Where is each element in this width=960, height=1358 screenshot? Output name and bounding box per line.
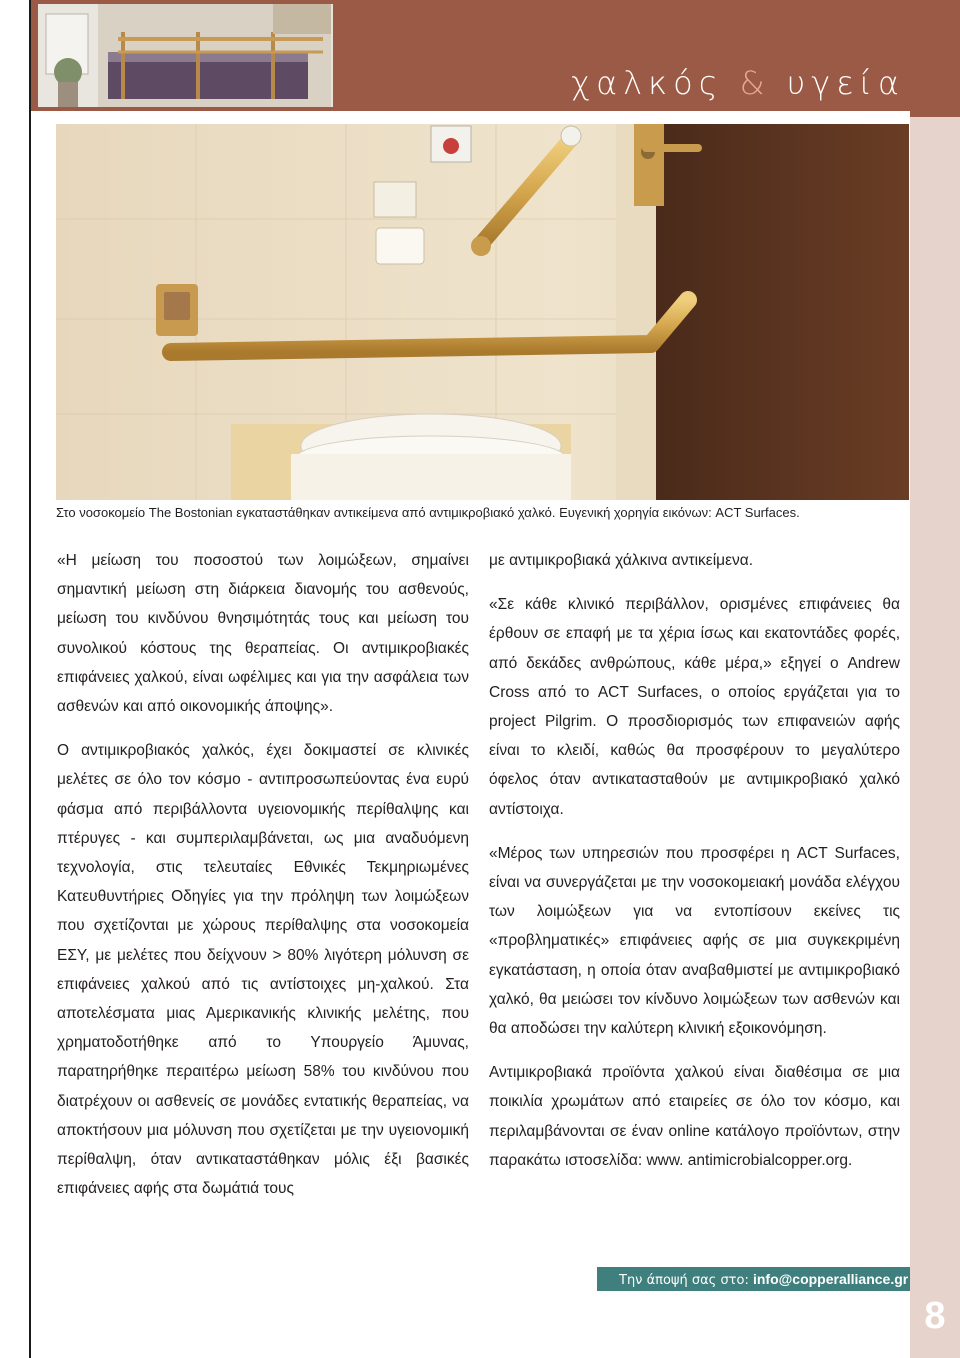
right-decorative-strip: [910, 111, 960, 1358]
feedback-label: Την άποψή σας στο:: [619, 1273, 753, 1288]
right-paragraph-3: Αντιμικροβιακά προϊόντα χαλκού είναι διαθέσιμα σε μια ποικιλία χρωμάτων από εταιρείες σε όλο τον κόσμο, και περιλαμβάνονται σε έναν online κατάλογο προϊόντων, στην παρακάτω ιστοσελίδα: www. antimicrobialcopper.org.: [489, 1064, 900, 1169]
left-paragraph-1: «Η μείωση του ποσοστού των λοιμώξεων, σημαίνει σημαντική μείωση στη διάρκεια διανομής του ασθενούς, μείωση του κινδύνου θνησιμότητάς τους και μείωση του συνολικού κόστους της θεραπείας. Οι αντιμικροβιακές επιφάνειες χαλκού, είναι ωφέλιμες και για την ασφάλεια των ασθενών και από οικονομικής άποψης».: [57, 552, 469, 716]
page-number: 8: [924, 1295, 946, 1337]
section-title-text: χαλκός: [571, 64, 740, 102]
right-strip-accent: [910, 111, 960, 117]
feedback-email-link[interactable]: info@copperalliance.gr: [752, 1271, 909, 1287]
right-text-column: [489, 546, 900, 1190]
feedback-footer-bar: [597, 1267, 910, 1291]
section-title: [571, 64, 905, 102]
photo-caption: Στο νοσοκομείο The Bostonian εγκαταστάθηκαν αντικείμενα από αντιμικροβιακό χαλκό. Ευγενική χορηγία εικόνων: ACT Surfaces.: [56, 505, 800, 520]
bathroom-photo: [56, 124, 909, 500]
header-thumbnail-image: [38, 4, 333, 107]
section-title-ampersand: &: [739, 64, 771, 102]
left-margin-rule: [29, 0, 31, 1358]
right-paragraph-0: με αντιμικροβιακά χάλκινα αντικείμενα.: [489, 552, 754, 569]
right-paragraph-1: «Σε κάθε κλινικό περιβάλλον, ορισμένες επιφάνειες θα έρθουν σε επαφή με τα χέρια ίσως και εκατοντάδες φορές, από δεκάδες ανθρώπους, κάθε μέρα,» εξηγεί ο Andrew Cross από το ACT Surfaces, ο οποίος εργάζεται για το project Pilgrim. Ο προσδιορισμός των επιφανειών αφής είναι το κλειδί, καθώς θα προσφέρουν το μεγαλύτερο όφελος όταν αντικατασταθούν με αντιμικροβιακό χαλκό αντίστοιχα.: [489, 596, 900, 818]
right-paragraph-2: «Μέρος των υπηρεσιών που προσφέρει η ACT Surfaces, είναι να συνεργάζεται με την νοσοκομειακή μονάδα ελέγχου των λοιμώξεων για να εντοπίσουν εκείνες τις «προβληματικές» επιφάνειες αφής σε μια συγκεκριμένη εγκατάσταση, η οποία όταν αναβαθμιστεί με αντιμικροβιακό χαλκό, θα μειώσει τον κίνδυνο λοιμώξεων των ασθενών και θα αποδώσει την καλύτερη κλινική εξοικονόμηση.: [489, 844, 900, 1038]
section-title-text-2: υγεία: [770, 64, 905, 102]
left-paragraph-2: Ο αντιμικροβιακός χαλκός, έχει δοκιμαστεί σε κλινικές μελέτες σε όλο τον κόσμο - αντιπροσωπεύοντας ένα ευρύ φάσμα από περιβάλλοντα υγειονομικής περίθαλψης και πτέρυγες - και συμπεριλαμβάνεται, ως μια αναδυόμενη τεχνολογία, στις τελευταίες Εθνικές Τεκμηριωμένες Κατευθυντήριες Οδηγίες για την πρόληψη των λοιμώξεων που σχετίζονται με χώρους περίθαλψης στα νοσοκομεία ΕΣΥ, με μελέτες που δείχνουν > 80% λιγότερη μόλυνση σε επιφάνειες χαλκού από τις αντίστοιχες μη-χαλκού. Στα αποτελέσματα μιας Αμερικανικής κλινικής μελέτης, που χρηματοδοτήθηκε από το Υπουργείο Άμυνας, παρατηρήθηκε περαιτέρω μείωση 58% του κινδύνου που διατρέχουν οι ασθενείς σε μονάδες εντατικής θεραπείας, να αποκτήσουν μια μόλυνση που σχετίζεται με την υγειονομική περίθαλψη, όταν αντικαταστάθηκαν μόλις έξι βασικές επιφάνειες αφής στα δωμάτιά τους: [57, 742, 469, 1198]
left-text-column: [57, 546, 469, 1218]
hospital-bed-image: [38, 4, 333, 107]
copper-grab-rails-image: [56, 124, 909, 500]
